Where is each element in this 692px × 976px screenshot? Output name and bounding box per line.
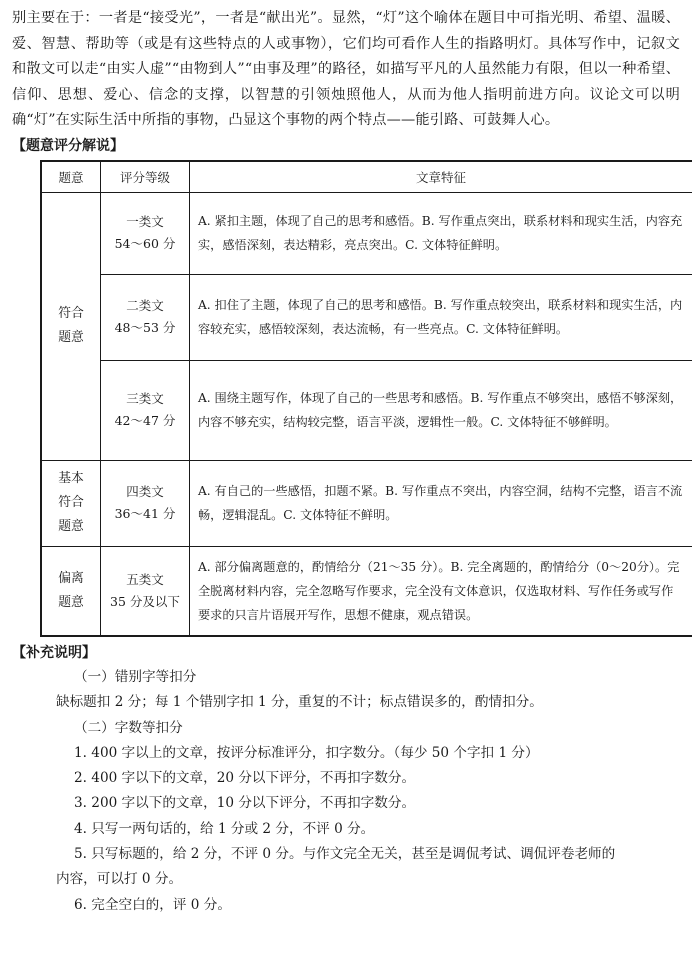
supplement-sub2-title: （二）字数等扣分	[74, 719, 183, 736]
category-cell: 符合 题意	[41, 192, 101, 460]
supplement-sub1-text: 缺标题扣 2 分；每 1 个错别字扣 1 分，重复的不计；标点错误多的，酌情扣分。	[56, 694, 543, 711]
supplement-sub1-title: （一）错别字等扣分	[74, 669, 197, 685]
features-cell: A. 紧扣主题，体现了自己的思考和感悟。B. 写作重点突出，联系材料和现实生活，内容充实，感悟深刻，表达精彩，亮点突出。C. 文体特征鲜明。	[190, 192, 692, 274]
list-item: 1. 400 字以上的文章，按评分标准评分，扣字数分。（每少 50 个字扣 1 分）	[74, 744, 539, 761]
features-cell: A. 部分偏离题意的，酌情给分（21～35 分）。B. 完全离题的，酌情给分（0～20分）。完全脱离材料内容，完全忽略写作要求，完全没有文体意识，仅选取材料、写作任务或写作要求的只言片语展开写作，思想不健康，观点错误。	[190, 546, 692, 636]
table-header-row	[41, 161, 692, 193]
level-cell: 三类文 42～47 分	[101, 360, 190, 460]
features-cell: A. 围绕主题写作，体现了自己的一些思考和感悟。B. 写作重点不够突出，感悟不够深刻，内容不够充实，结构较完整，语言平淡，逻辑性一般。C. 文体特征不够鲜明。	[190, 360, 692, 460]
list-item: 5. 只写标题的，给 2 分，不评 0 分。与作文完全无关，甚至是调侃考试、调侃评卷老师的	[74, 846, 616, 863]
features-cell: A. 有自己的一些感悟，扣题不紧。B. 写作重点不突出，内容空洞，结构不完整，语言不流畅，逻辑混乱。C. 文体特征不鲜明。	[190, 460, 692, 546]
table-row	[41, 192, 692, 274]
category-cell: 偏离 题意	[41, 546, 101, 636]
header-features: 文章特征	[190, 161, 692, 193]
list-item: 3. 200 字以下的文章，10 分以下评分，不再扣字数分。	[74, 795, 416, 812]
level-cell: 五类文 35 分及以下	[101, 546, 190, 636]
header-level: 评分等级	[101, 161, 190, 193]
table-row	[41, 360, 692, 460]
scoring-table	[40, 160, 692, 638]
level-cell: 二类文 48～53 分	[101, 274, 190, 360]
level-cell: 一类文 54～60 分	[101, 192, 190, 274]
list-item: 4. 只写一两句话的，给 1 分或 2 分，不评 0 分。	[74, 820, 375, 837]
header-category: 题意	[41, 161, 101, 193]
scoring-section-title: 【题意评分解说】	[12, 137, 124, 154]
category-cell: 基本 符合 题意	[41, 460, 101, 546]
table-row	[41, 460, 692, 546]
features-cell: A. 扣住了主题，体现了自己的思考和感悟。B. 写作重点较突出，联系材料和现实生活，内容较充实，感悟较深刻，表达流畅，有一些亮点。C. 文体特征鲜明。	[190, 274, 692, 360]
level-cell: 四类文 36～41 分	[101, 460, 190, 546]
list-item: 6. 完全空白的，评 0 分。	[74, 896, 231, 913]
supplement-section-title: 【补充说明】	[12, 645, 96, 661]
table-row	[41, 274, 692, 360]
list-item: 内容，可以打 0 分。	[56, 871, 183, 888]
intro-paragraph: 别主要在于：一者是“接受光”，一者是“献出光”。显然，“灯”这个喻体在题目中可指光明、希望、温暖、爱、智慧、帮助等（或是有这些特点的人或事物），它们均可看作人生的指路明灯。具体写作中，记叙文和散文可以走“由实人虚”“由物到人”“由事及理”的路径，如描写平凡的人虽然能力有限，但以一种希望、信仰、思想、爱心、信念的支撑，以智慧的引领烛照他人，从而为他人指明前进方向。议论文可以明确“灯”在实际生活中所指的事物，凸显这个事物的两个特点——能引路、可鼓舞人心。	[12, 10, 680, 128]
list-item: 2. 400 字以下的文章，20 分以下评分，不再扣字数分。	[74, 770, 416, 787]
table-row	[41, 546, 692, 636]
